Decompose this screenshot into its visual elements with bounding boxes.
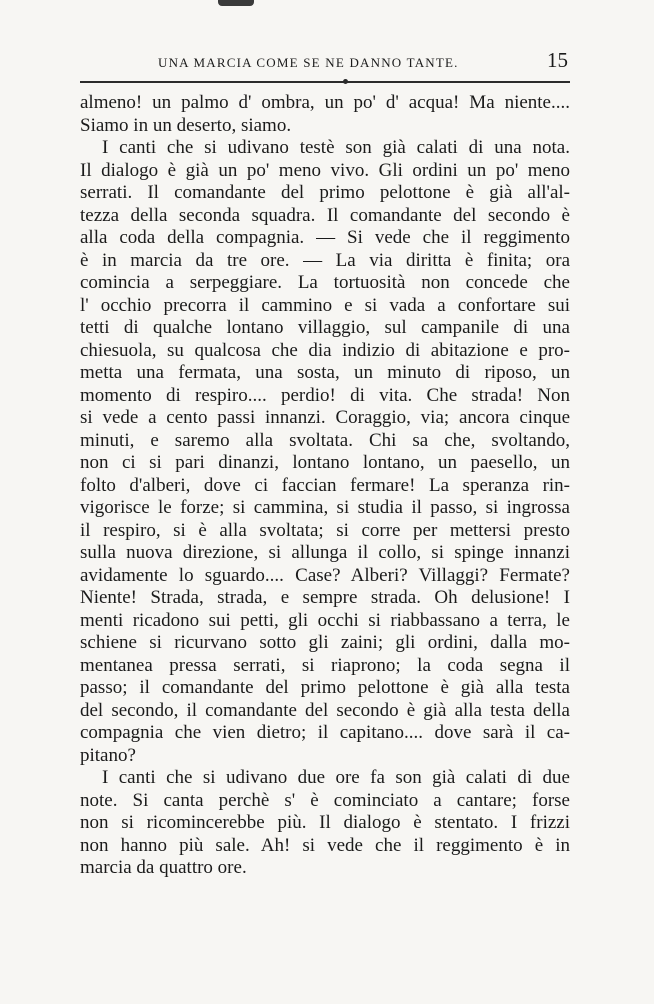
text-line: comincia a serpeggiare. La tortuosità non concede che: [80, 272, 570, 293]
text-line: passo; il comandante del primo pelottone è già alla testa: [80, 677, 570, 698]
text-line: Il dialogo è già un po' meno vivo. Gli ordini un po' meno: [80, 159, 570, 181]
text-line: compagnia che vien dietro; il capitano.... dove sarà il ca-: [80, 722, 570, 743]
text-line: avidamente lo sguardo.... Case? Alberi? Villaggi? Fermate?: [80, 564, 570, 586]
text-line: chiesuola, su qualcosa che dia indizio di abitazione e pro-: [80, 339, 570, 361]
text-line: Niente! Strada, strada, e sempre strada. Oh delusione! I: [80, 587, 570, 608]
text-line: non ci si pari dinanzi, lontano lontano, un paesello, un: [80, 452, 570, 473]
text-line: folto d'alberi, dove ci faccian fermare! La speranza rin-: [80, 474, 570, 496]
page-number: 15: [547, 48, 568, 72]
text-line: Siamo in un deserto, siamo.: [80, 114, 292, 136]
text-line: il respiro, si è alla svoltata; si corre per mettersi presto: [80, 519, 570, 541]
rule-ornament: [343, 79, 348, 84]
text-line: non si ricomincerebbe più. Il dialogo è stentato. I frizzi: [80, 812, 570, 833]
text-line: serrati. Il comandante del primo pelottone è già all'al-: [80, 182, 570, 203]
text-line: mentanea pressa serrati, si riaprono; la coda segna il: [80, 654, 570, 676]
text-line: I canti che si udivano due ore fa son già calati di due: [102, 767, 570, 788]
text-line: note. Si canta perchè s' è cominciato a cantare; forse: [80, 789, 570, 811]
text-line: l' occhio precorra il cammino e si vada a confortare sui: [80, 294, 570, 316]
text-line: del secondo, il comandante del secondo è già alla testa della: [80, 699, 570, 721]
text-line: almeno! un palmo d' ombra, un po' d' acqua! Ma niente....: [80, 92, 570, 113]
text-line: I canti che si udivano testè son già calati di una nota.: [102, 137, 570, 158]
text-line: vigorisce le forze; si cammina, si studia il passo, si ingrossa: [80, 497, 570, 518]
ink-mark: [218, 0, 254, 6]
text-line: tetti di qualche lontano villaggio, sul campanile di una: [80, 317, 570, 338]
running-title: UNA MARCIA COME SE NE DANNO TANTE.: [158, 55, 459, 70]
text-line: non hanno più sale. Ah! si vede che il reggimento è in: [80, 834, 570, 856]
text-line: metta una fermata, una sosta, un minuto di riposo, un: [80, 362, 570, 383]
text-line: alla coda della compagnia. — Si vede che il reggimento: [80, 227, 570, 248]
text-line: è in marcia da tre ore. — La via diritta è finita; ora: [80, 249, 570, 271]
text-line: si vede a cento passi innanzi. Coraggio, via; ancora cinque: [80, 407, 570, 428]
text-line: pitano?: [80, 744, 136, 766]
header-rule: [80, 81, 570, 83]
text-line: marcia da quattro ore.: [80, 857, 247, 878]
text-line: menti ricadono sui petti, gli occhi si riabbassano a terra, le: [80, 609, 570, 631]
body-text: [80, 92, 570, 880]
text-line: tezza della seconda squadra. Il comandante del secondo è: [80, 204, 570, 226]
text-line: sulla nuova direzione, si allunga il collo, si spinge innanzi: [80, 542, 570, 563]
text-line: momento di respiro.... perdio! di vita. Che strada! Non: [80, 384, 570, 406]
page-header: [80, 46, 572, 76]
text-line: minuti, e saremo alla svoltata. Chi sa che, svoltando,: [80, 429, 570, 451]
text-line: schiene si ricurvano sotto gli zaini; gli ordini, dalla mo-: [80, 632, 570, 653]
